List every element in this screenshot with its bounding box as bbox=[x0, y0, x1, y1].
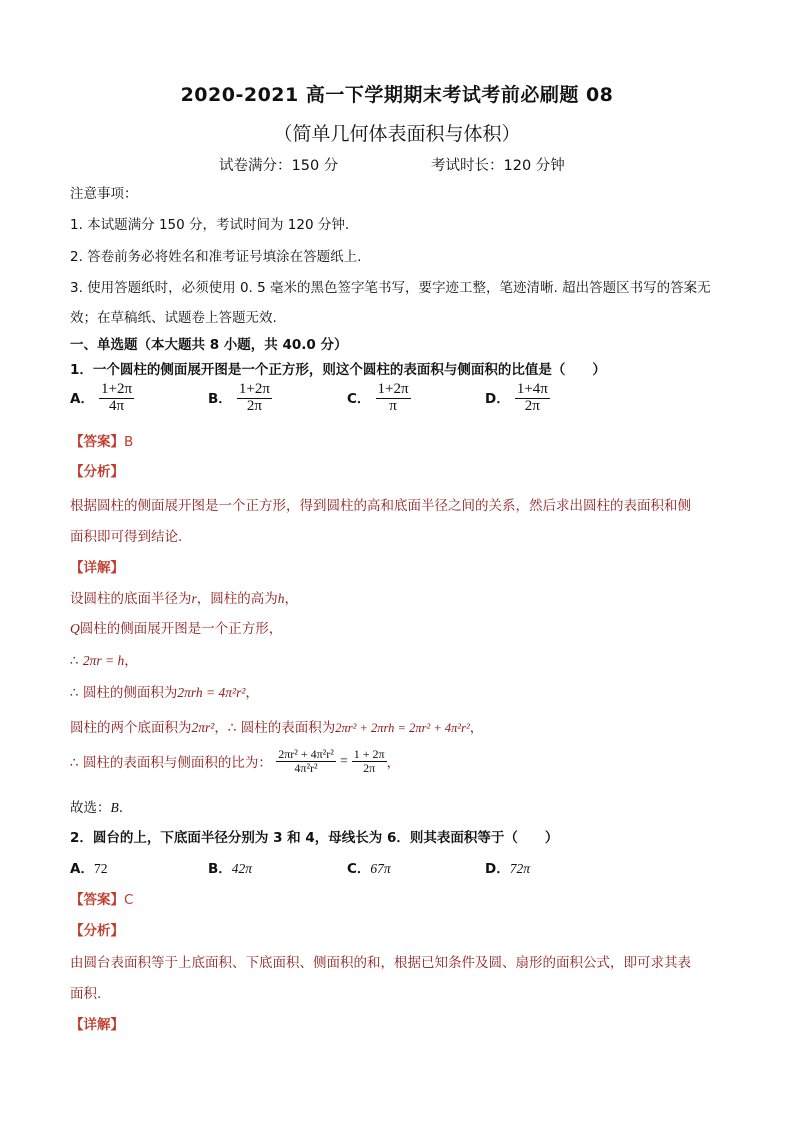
page-subtitle: （简单几何体表面积与体积） bbox=[273, 123, 521, 145]
detail-line-6: ∴ 圆柱的表面积与侧面积的比为： $\frac{\text{2πr² + 4π²r²}}{\text{4π²r²}}$ = $\frac{1 + 2\pi}{2\pi}$ ， bbox=[70, 747, 401, 775]
q1-option-a bbox=[70, 382, 134, 415]
detail-line-3: ∴ 2πr = h， bbox=[70, 653, 138, 669]
q1-option-b bbox=[208, 382, 272, 415]
q2-option-b: B．42π bbox=[208, 861, 253, 877]
answer-tag: 【答案】 bbox=[70, 892, 124, 908]
q2-answer bbox=[70, 888, 133, 908]
full-score: 试卷满分：150 分 bbox=[219, 158, 339, 174]
detail-tag: 【详解】 bbox=[70, 1017, 124, 1033]
detail-line-5: 圆柱的两个底面积为2πr²，∴ 圆柱的表面积为2πr² + 2πrh = 2πr² + 4π²r²， bbox=[70, 720, 484, 736]
note-item: 1. 本试题满分 150 分，考试时间为 120 分钟. bbox=[70, 217, 350, 233]
option-label: D． bbox=[485, 390, 510, 407]
analysis-line: 由圆台表面积等于上底面积、下底面积、侧面积的和，根据已知条件及圆、扇形的面积公式，即可求其表 bbox=[70, 955, 691, 971]
note-item: 2. 答卷前务必将姓名和准考证号填涂在答题纸上. bbox=[70, 249, 362, 265]
ratio-result-fraction: $\frac{1 + 2\pi}{2\pi}$ bbox=[353, 747, 385, 775]
section-heading: 一、单选题（本大题共 8 小题，共 40.0 分） bbox=[70, 337, 348, 353]
analysis-line: 面积. bbox=[70, 986, 102, 1002]
option-fraction: $\frac{1+2\pi}{4\pi}$ bbox=[101, 381, 133, 414]
ratio-fraction: $\frac{\text{2πr² + 4π²r²}}{\text{4π²r²}}$ bbox=[278, 747, 334, 775]
question-1-stem: 1．一个圆柱的侧面展开图是一个正方形，则这个圆柱的表面积与侧面积的比值是（ ） bbox=[70, 362, 606, 378]
page-title: 2020-2021 高一下学期期末考试考前必刷题 08 bbox=[180, 84, 614, 106]
note-item: 3. 使用答题纸时，必须使用 0. 5 毫米的黑色签字笔书写，要字迹工整，笔迹清晰. 超出答题区书写的答案无 bbox=[70, 280, 711, 296]
option-label: A． bbox=[70, 390, 94, 407]
option-label: C． bbox=[347, 390, 371, 407]
analysis-tag: 【分析】 bbox=[70, 923, 124, 939]
option-fraction: $\frac{1+2\pi}{2\pi}$ bbox=[238, 381, 270, 414]
analysis-line: 面积即可得到结论. bbox=[70, 529, 183, 545]
notes-heading: 注意事项： bbox=[70, 186, 138, 202]
note-item: 效；在草稿纸、试题卷上答题无效. bbox=[70, 310, 277, 326]
q1-option-d bbox=[485, 382, 550, 415]
q2-option-a: A．72 bbox=[70, 861, 108, 877]
q1-option-c bbox=[347, 382, 411, 415]
answer-value: C bbox=[124, 892, 134, 908]
q2-option-c: C．67π bbox=[347, 861, 391, 877]
detail-line-2: Q圆柱的侧面展开图是一个正方形， bbox=[70, 621, 283, 637]
option-label: B． bbox=[208, 390, 232, 407]
answer-value: B bbox=[124, 434, 134, 450]
option-fraction: $\frac{1+2\pi}{\pi}$ bbox=[377, 381, 409, 414]
question-2-stem: 2．圆台的上，下底面半径分别为 3 和 4，母线长为 6．则其表面积等于（ ） bbox=[70, 830, 559, 846]
analysis-tag: 【分析】 bbox=[70, 464, 124, 480]
detail-tag: 【详解】 bbox=[70, 560, 124, 576]
detail-line-4: ∴ 圆柱的侧面积为2πrh = 4π²r²， bbox=[70, 685, 259, 701]
detail-line-1: 设圆柱的底面半径为r，圆柱的高为h， bbox=[70, 591, 299, 607]
answer-tag: 【答案】 bbox=[70, 434, 124, 450]
option-fraction: $\frac{1+4\pi}{2\pi}$ bbox=[516, 381, 548, 414]
exam-duration: 考试时长：120 分钟 bbox=[431, 158, 565, 174]
q2-option-d: D．72π bbox=[485, 861, 530, 877]
analysis-line: 根据圆柱的侧面展开图是一个正方形，得到圆柱的高和底面半径之间的关系，然后求出圆柱的表面积和侧 bbox=[70, 498, 691, 514]
detail-line-7: 故选：B. bbox=[70, 800, 124, 816]
q1-answer bbox=[70, 430, 133, 450]
